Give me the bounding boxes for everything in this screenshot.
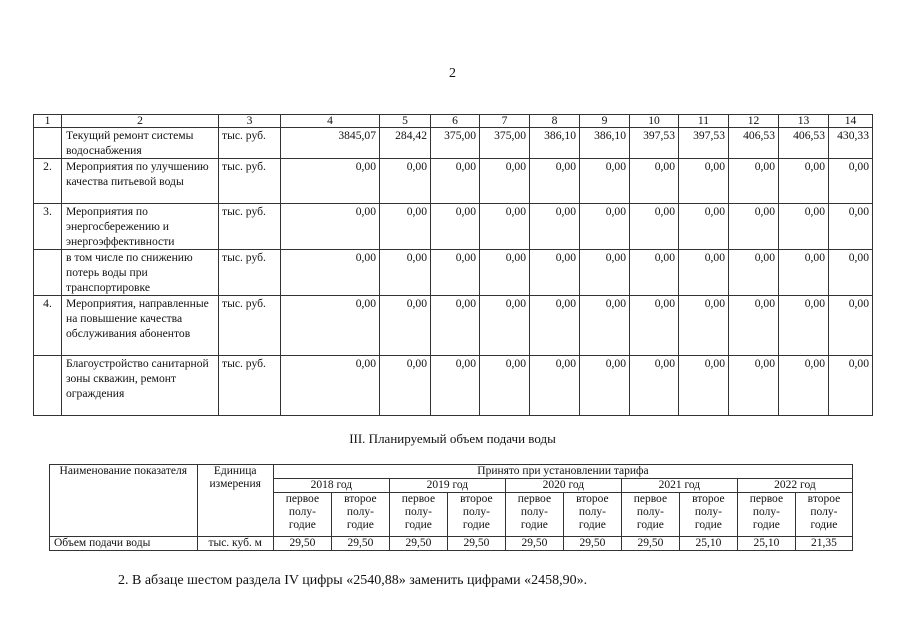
header-row (50, 465, 853, 479)
value-cell: 0,00 (530, 250, 580, 296)
value-cell: 29,50 (505, 537, 563, 551)
value-cell: 0,00 (530, 296, 580, 356)
half-year-header: первое полу-годие (621, 493, 679, 537)
value-cell: 0,00 (630, 250, 679, 296)
row-name: Объем подачи воды (50, 537, 198, 551)
value-cell: 386,10 (580, 128, 630, 159)
value-cell: 0,00 (480, 296, 530, 356)
value-cell: 397,53 (679, 128, 729, 159)
value-cell: 0,00 (431, 296, 480, 356)
value-cell: 0,00 (431, 250, 480, 296)
value-cell: 375,00 (480, 128, 530, 159)
row-number (34, 356, 62, 416)
value-cell: 0,00 (480, 204, 530, 250)
row-unit: тыс. руб. (219, 128, 281, 159)
header-cell: 13 (779, 115, 829, 128)
value-cell: 29,50 (447, 537, 505, 551)
value-cell: 0,00 (729, 250, 779, 296)
value-cell: 29,50 (621, 537, 679, 551)
row-unit: тыс. руб. (219, 250, 281, 296)
year-header: 2018 год (273, 479, 389, 493)
table-row (34, 296, 873, 356)
page-number: 2 (449, 66, 456, 81)
value-cell: 0,00 (779, 356, 829, 416)
year-header: 2022 год (737, 479, 852, 493)
value-cell: 0,00 (480, 356, 530, 416)
header-cell: 8 (530, 115, 580, 128)
header-cell: 6 (431, 115, 480, 128)
half-year-header: второе полу-годие (679, 493, 737, 537)
value-cell: 0,00 (580, 159, 630, 204)
water-supply-table (49, 464, 853, 551)
table-row (34, 159, 873, 204)
value-cell: 0,00 (281, 296, 380, 356)
value-cell: 0,00 (530, 356, 580, 416)
value-cell: 0,00 (431, 204, 480, 250)
header-cell: 3 (219, 115, 281, 128)
value-cell: 0,00 (431, 159, 480, 204)
col-name-header: Наименование показателя (50, 465, 198, 537)
value-cell: 0,00 (679, 204, 729, 250)
value-cell: 0,00 (829, 356, 873, 416)
year-header: 2021 год (621, 479, 737, 493)
value-cell: 0,00 (630, 296, 679, 356)
row-name: Мероприятия, направленные на повышение качества обслуживания абонентов (62, 296, 219, 356)
value-cell: 0,00 (380, 356, 431, 416)
table-row (34, 250, 873, 296)
row-name: Мероприятия по улучшению качества питьевой воды (62, 159, 219, 204)
value-cell: 430,33 (829, 128, 873, 159)
value-cell: 284,42 (380, 128, 431, 159)
value-cell: 0,00 (530, 159, 580, 204)
value-cell: 0,00 (779, 296, 829, 356)
value-cell: 0,00 (380, 250, 431, 296)
row-unit: тыс. руб. (219, 159, 281, 204)
half-year-header: второе полу-годие (563, 493, 621, 537)
value-cell: 0,00 (281, 250, 380, 296)
year-header: 2020 год (505, 479, 621, 493)
header-cell: 7 (480, 115, 530, 128)
value-cell: 0,00 (729, 296, 779, 356)
table-row (34, 356, 873, 416)
half-year-header: второе полу-годие (447, 493, 505, 537)
value-cell: 0,00 (580, 356, 630, 416)
value-cell: 29,50 (563, 537, 621, 551)
header-cell: 12 (729, 115, 779, 128)
value-cell: 0,00 (281, 159, 380, 204)
value-cell: 0,00 (729, 356, 779, 416)
value-cell: 386,10 (530, 128, 580, 159)
row-name: в том числе по снижению потерь воды при транспортировке (62, 250, 219, 296)
value-cell: 0,00 (679, 159, 729, 204)
value-cell: 3845,07 (281, 128, 380, 159)
header-cell: 11 (679, 115, 729, 128)
header-cell: 5 (380, 115, 431, 128)
value-cell: 0,00 (380, 296, 431, 356)
value-cell: 0,00 (829, 204, 873, 250)
row-name: Благоустройство санитарной зоны скважин, ремонт ограждения (62, 356, 219, 416)
year-header: 2019 год (389, 479, 505, 493)
half-year-header: первое полу-годие (505, 493, 563, 537)
row-number: 2. (34, 159, 62, 204)
footer-note: 2. В абзаце шестом раздела IV цифры «2540,88» заменить цифрами «2458,90». (118, 573, 588, 588)
half-year-header: первое полу-годие (389, 493, 447, 537)
value-cell: 0,00 (480, 159, 530, 204)
section-title: III. Планируемый объем подачи воды (349, 431, 556, 446)
value-cell: 29,50 (389, 537, 447, 551)
half-year-header: второе полу-годие (331, 493, 389, 537)
table-row (34, 204, 873, 250)
header-cell: 2 (62, 115, 219, 128)
row-number: 3. (34, 204, 62, 250)
row-unit: тыс. куб. м (197, 537, 273, 551)
value-cell: 0,00 (380, 159, 431, 204)
header-row (34, 115, 873, 128)
value-cell: 0,00 (729, 204, 779, 250)
value-cell: 29,50 (273, 537, 331, 551)
table-row (34, 128, 873, 159)
row-unit: тыс. руб. (219, 296, 281, 356)
value-cell: 25,10 (737, 537, 795, 551)
value-cell: 0,00 (679, 356, 729, 416)
header-cell: 9 (580, 115, 630, 128)
value-cell: 0,00 (281, 356, 380, 416)
value-cell: 0,00 (729, 159, 779, 204)
value-cell: 29,50 (331, 537, 389, 551)
header-cell: 1 (34, 115, 62, 128)
row-unit: тыс. руб. (219, 204, 281, 250)
value-cell: 0,00 (380, 204, 431, 250)
value-cell: 0,00 (630, 159, 679, 204)
value-cell: 0,00 (829, 250, 873, 296)
value-cell: 0,00 (779, 250, 829, 296)
value-cell: 0,00 (630, 356, 679, 416)
row-number: 4. (34, 296, 62, 356)
group-header: Принято при установлении тарифа (273, 465, 852, 479)
value-cell: 0,00 (580, 250, 630, 296)
value-cell: 0,00 (580, 296, 630, 356)
value-cell: 0,00 (679, 296, 729, 356)
value-cell: 21,35 (795, 537, 852, 551)
value-cell: 0,00 (829, 296, 873, 356)
value-cell: 0,00 (829, 159, 873, 204)
value-cell: 0,00 (630, 204, 679, 250)
value-cell: 397,53 (630, 128, 679, 159)
row-unit: тыс. руб. (219, 356, 281, 416)
row-name: Текущий ремонт системы водоснабжения (62, 128, 219, 159)
value-cell: 0,00 (530, 204, 580, 250)
value-cell: 375,00 (431, 128, 480, 159)
col-unit-header: Единица измерения (197, 465, 273, 537)
value-cell: 0,00 (281, 204, 380, 250)
table-row (50, 537, 853, 551)
investment-table (33, 114, 873, 416)
header-cell: 4 (281, 115, 380, 128)
header-cell: 14 (829, 115, 873, 128)
value-cell: 25,10 (679, 537, 737, 551)
half-year-header: первое полу-годие (273, 493, 331, 537)
value-cell: 406,53 (779, 128, 829, 159)
value-cell: 0,00 (580, 204, 630, 250)
value-cell: 0,00 (779, 204, 829, 250)
row-number (34, 128, 62, 159)
row-name: Мероприятия по энергосбережению и энергоэффективности (62, 204, 219, 250)
value-cell: 0,00 (679, 250, 729, 296)
value-cell: 0,00 (480, 250, 530, 296)
value-cell: 0,00 (779, 159, 829, 204)
value-cell: 406,53 (729, 128, 779, 159)
header-cell: 10 (630, 115, 679, 128)
row-number (34, 250, 62, 296)
half-year-header: второе полу-годие (795, 493, 852, 537)
half-year-header: первое полу-годие (737, 493, 795, 537)
value-cell: 0,00 (431, 356, 480, 416)
